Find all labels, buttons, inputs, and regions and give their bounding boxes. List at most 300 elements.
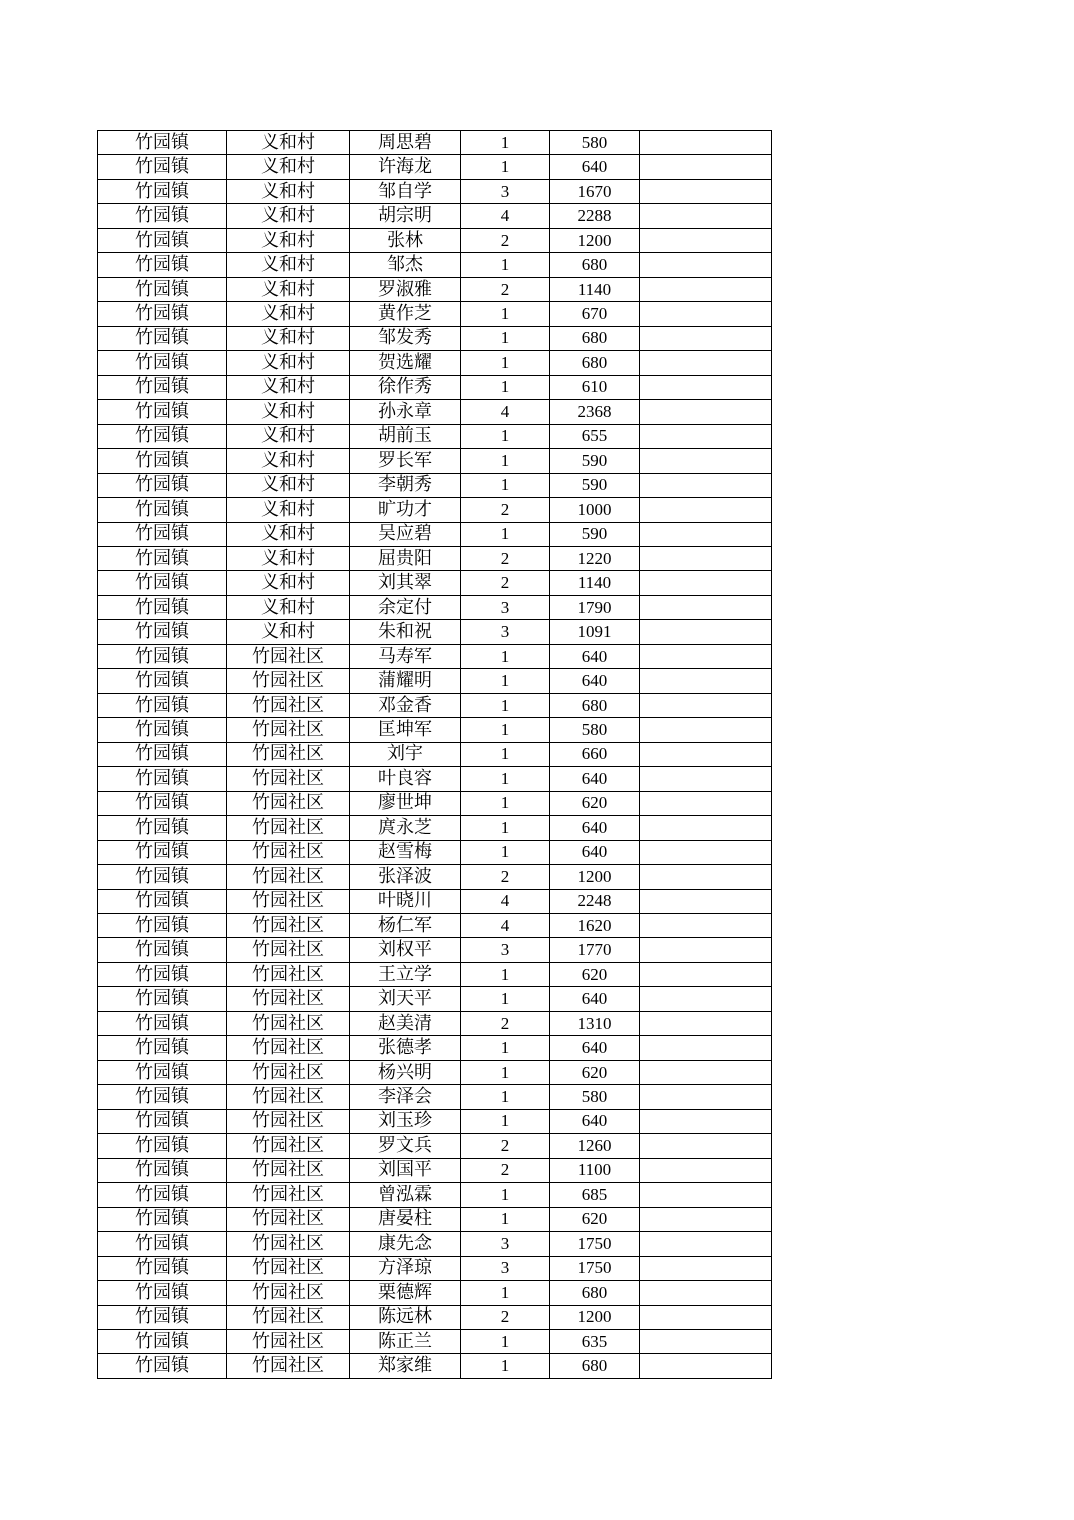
village-cell: 义和村 bbox=[227, 546, 350, 570]
amount-cell: 685 bbox=[550, 1183, 640, 1207]
town-cell: 竹园镇 bbox=[98, 424, 227, 448]
town-cell: 竹园镇 bbox=[98, 351, 227, 375]
town-cell: 竹园镇 bbox=[98, 718, 227, 742]
village-cell: 竹园社区 bbox=[227, 987, 350, 1011]
village-cell: 竹园社区 bbox=[227, 1305, 350, 1329]
amount-cell: 1100 bbox=[550, 1158, 640, 1182]
table-row bbox=[98, 1207, 772, 1231]
village-cell: 竹园社区 bbox=[227, 1207, 350, 1231]
town-cell: 竹园镇 bbox=[98, 1109, 227, 1133]
amount-cell: 590 bbox=[550, 522, 640, 546]
table-row bbox=[98, 669, 772, 693]
name-cell: 刘其翠 bbox=[350, 571, 461, 595]
village-cell: 义和村 bbox=[227, 326, 350, 350]
remark-cell bbox=[640, 669, 772, 693]
table-row bbox=[98, 644, 772, 668]
remark-cell bbox=[640, 1085, 772, 1109]
household-count-cell: 1 bbox=[461, 449, 550, 473]
household-count-cell: 1 bbox=[461, 375, 550, 399]
remark-cell bbox=[640, 1183, 772, 1207]
name-cell: 刘天平 bbox=[350, 987, 461, 1011]
name-cell: 徐作秀 bbox=[350, 375, 461, 399]
town-cell: 竹园镇 bbox=[98, 326, 227, 350]
amount-cell: 1200 bbox=[550, 1305, 640, 1329]
table-row bbox=[98, 914, 772, 938]
amount-cell: 1790 bbox=[550, 595, 640, 619]
amount-cell: 620 bbox=[550, 1207, 640, 1231]
name-cell: 孙永章 bbox=[350, 400, 461, 424]
remark-cell bbox=[640, 718, 772, 742]
village-cell: 义和村 bbox=[227, 522, 350, 546]
household-count-cell: 3 bbox=[461, 1232, 550, 1256]
table-row bbox=[98, 522, 772, 546]
name-cell: 刘宇 bbox=[350, 742, 461, 766]
table-row bbox=[98, 473, 772, 497]
amount-cell: 620 bbox=[550, 791, 640, 815]
village-cell: 竹园社区 bbox=[227, 1354, 350, 1378]
household-count-cell: 1 bbox=[461, 742, 550, 766]
amount-cell: 640 bbox=[550, 1036, 640, 1060]
household-count-cell: 1 bbox=[461, 987, 550, 1011]
village-cell: 竹园社区 bbox=[227, 938, 350, 962]
name-cell: 贺选耀 bbox=[350, 351, 461, 375]
table-row bbox=[98, 1354, 772, 1378]
remark-cell bbox=[640, 1158, 772, 1182]
village-cell: 竹园社区 bbox=[227, 1281, 350, 1305]
amount-cell: 610 bbox=[550, 375, 640, 399]
remark-cell bbox=[640, 1354, 772, 1378]
household-count-cell: 1 bbox=[461, 253, 550, 277]
amount-cell: 640 bbox=[550, 669, 640, 693]
town-cell: 竹园镇 bbox=[98, 1011, 227, 1035]
amount-cell: 655 bbox=[550, 424, 640, 448]
household-count-cell: 1 bbox=[461, 131, 550, 155]
town-cell: 竹园镇 bbox=[98, 1232, 227, 1256]
table-row bbox=[98, 1011, 772, 1035]
town-cell: 竹园镇 bbox=[98, 987, 227, 1011]
household-count-cell: 1 bbox=[461, 522, 550, 546]
household-count-cell: 3 bbox=[461, 620, 550, 644]
town-cell: 竹园镇 bbox=[98, 571, 227, 595]
table-row bbox=[98, 595, 772, 619]
household-count-cell: 1 bbox=[461, 718, 550, 742]
town-cell: 竹园镇 bbox=[98, 1085, 227, 1109]
amount-cell: 1750 bbox=[550, 1232, 640, 1256]
household-count-cell: 2 bbox=[461, 1134, 550, 1158]
household-count-cell: 1 bbox=[461, 473, 550, 497]
remark-cell bbox=[640, 277, 772, 301]
village-cell: 义和村 bbox=[227, 302, 350, 326]
name-cell: 周思碧 bbox=[350, 131, 461, 155]
village-cell: 竹园社区 bbox=[227, 693, 350, 717]
household-count-cell: 3 bbox=[461, 595, 550, 619]
table-row bbox=[98, 131, 772, 155]
town-cell: 竹园镇 bbox=[98, 1060, 227, 1084]
remark-cell bbox=[640, 400, 772, 424]
name-cell: 罗淑雅 bbox=[350, 277, 461, 301]
table-row bbox=[98, 1134, 772, 1158]
household-count-cell: 1 bbox=[461, 816, 550, 840]
town-cell: 竹园镇 bbox=[98, 400, 227, 424]
amount-cell: 680 bbox=[550, 351, 640, 375]
name-cell: 赵雪梅 bbox=[350, 840, 461, 864]
household-count-cell: 4 bbox=[461, 914, 550, 938]
household-count-cell: 4 bbox=[461, 400, 550, 424]
table-row bbox=[98, 742, 772, 766]
remark-cell bbox=[640, 938, 772, 962]
name-cell: 罗文兵 bbox=[350, 1134, 461, 1158]
remark-cell bbox=[640, 1305, 772, 1329]
town-cell: 竹园镇 bbox=[98, 1256, 227, 1280]
table-row bbox=[98, 620, 772, 644]
table-row bbox=[98, 449, 772, 473]
data-table bbox=[97, 130, 772, 1379]
household-count-cell: 4 bbox=[461, 204, 550, 228]
name-cell: 叶晓川 bbox=[350, 889, 461, 913]
household-count-cell: 3 bbox=[461, 938, 550, 962]
amount-cell: 580 bbox=[550, 131, 640, 155]
town-cell: 竹园镇 bbox=[98, 204, 227, 228]
remark-cell bbox=[640, 865, 772, 889]
village-cell: 竹园社区 bbox=[227, 962, 350, 986]
household-count-cell: 1 bbox=[461, 791, 550, 815]
name-cell: 朱和祝 bbox=[350, 620, 461, 644]
table-row bbox=[98, 400, 772, 424]
household-count-cell: 1 bbox=[461, 351, 550, 375]
amount-cell: 620 bbox=[550, 1060, 640, 1084]
table-body bbox=[98, 131, 772, 1379]
name-cell: 张德孝 bbox=[350, 1036, 461, 1060]
name-cell: 栗德辉 bbox=[350, 1281, 461, 1305]
village-cell: 竹园社区 bbox=[227, 1011, 350, 1035]
amount-cell: 1770 bbox=[550, 938, 640, 962]
amount-cell: 640 bbox=[550, 987, 640, 1011]
amount-cell: 640 bbox=[550, 840, 640, 864]
name-cell: 邹自学 bbox=[350, 179, 461, 203]
household-count-cell: 1 bbox=[461, 1085, 550, 1109]
village-cell: 竹园社区 bbox=[227, 889, 350, 913]
table-row bbox=[98, 1256, 772, 1280]
name-cell: 黄作芝 bbox=[350, 302, 461, 326]
table-row bbox=[98, 791, 772, 815]
town-cell: 竹园镇 bbox=[98, 1183, 227, 1207]
table-row bbox=[98, 1232, 772, 1256]
name-cell: 庹永芝 bbox=[350, 816, 461, 840]
amount-cell: 580 bbox=[550, 718, 640, 742]
table-row bbox=[98, 571, 772, 595]
remark-cell bbox=[640, 840, 772, 864]
village-cell: 义和村 bbox=[227, 204, 350, 228]
remark-cell bbox=[640, 204, 772, 228]
remark-cell bbox=[640, 1329, 772, 1353]
remark-cell bbox=[640, 228, 772, 252]
name-cell: 邹发秀 bbox=[350, 326, 461, 350]
table-row bbox=[98, 767, 772, 791]
village-cell: 竹园社区 bbox=[227, 1232, 350, 1256]
remark-cell bbox=[640, 326, 772, 350]
household-count-cell: 2 bbox=[461, 1158, 550, 1182]
town-cell: 竹园镇 bbox=[98, 1036, 227, 1060]
remark-cell bbox=[640, 791, 772, 815]
amount-cell: 680 bbox=[550, 326, 640, 350]
table-row bbox=[98, 277, 772, 301]
name-cell: 邹杰 bbox=[350, 253, 461, 277]
remark-cell bbox=[640, 914, 772, 938]
town-cell: 竹园镇 bbox=[98, 938, 227, 962]
town-cell: 竹园镇 bbox=[98, 767, 227, 791]
village-cell: 竹园社区 bbox=[227, 791, 350, 815]
amount-cell: 680 bbox=[550, 253, 640, 277]
household-count-cell: 1 bbox=[461, 1109, 550, 1133]
table-row bbox=[98, 1060, 772, 1084]
name-cell: 张林 bbox=[350, 228, 461, 252]
household-count-cell: 1 bbox=[461, 302, 550, 326]
remark-cell bbox=[640, 889, 772, 913]
household-count-cell: 1 bbox=[461, 669, 550, 693]
village-cell: 竹园社区 bbox=[227, 1256, 350, 1280]
amount-cell: 1091 bbox=[550, 620, 640, 644]
table-row bbox=[98, 326, 772, 350]
town-cell: 竹园镇 bbox=[98, 522, 227, 546]
table-row bbox=[98, 816, 772, 840]
town-cell: 竹园镇 bbox=[98, 669, 227, 693]
name-cell: 胡宗明 bbox=[350, 204, 461, 228]
table-row bbox=[98, 351, 772, 375]
amount-cell: 2368 bbox=[550, 400, 640, 424]
remark-cell bbox=[640, 351, 772, 375]
name-cell: 方泽琼 bbox=[350, 1256, 461, 1280]
amount-cell: 1200 bbox=[550, 228, 640, 252]
remark-cell bbox=[640, 1207, 772, 1231]
table-row bbox=[98, 179, 772, 203]
table-row bbox=[98, 1305, 772, 1329]
remark-cell bbox=[640, 1232, 772, 1256]
remark-cell bbox=[640, 546, 772, 570]
village-cell: 义和村 bbox=[227, 595, 350, 619]
amount-cell: 640 bbox=[550, 767, 640, 791]
village-cell: 义和村 bbox=[227, 498, 350, 522]
town-cell: 竹园镇 bbox=[98, 546, 227, 570]
village-cell: 竹园社区 bbox=[227, 914, 350, 938]
household-count-cell: 4 bbox=[461, 889, 550, 913]
village-cell: 竹园社区 bbox=[227, 1060, 350, 1084]
village-cell: 竹园社区 bbox=[227, 1134, 350, 1158]
remark-cell bbox=[640, 742, 772, 766]
household-count-cell: 1 bbox=[461, 1036, 550, 1060]
household-count-cell: 1 bbox=[461, 767, 550, 791]
table-row bbox=[98, 204, 772, 228]
village-cell: 竹园社区 bbox=[227, 767, 350, 791]
household-count-cell: 2 bbox=[461, 277, 550, 301]
name-cell: 曾泓霖 bbox=[350, 1183, 461, 1207]
name-cell: 屈贵阳 bbox=[350, 546, 461, 570]
name-cell: 李泽会 bbox=[350, 1085, 461, 1109]
village-cell: 竹园社区 bbox=[227, 1085, 350, 1109]
table-row bbox=[98, 693, 772, 717]
amount-cell: 590 bbox=[550, 473, 640, 497]
table-row bbox=[98, 718, 772, 742]
amount-cell: 635 bbox=[550, 1329, 640, 1353]
town-cell: 竹园镇 bbox=[98, 791, 227, 815]
table-row bbox=[98, 840, 772, 864]
amount-cell: 1670 bbox=[550, 179, 640, 203]
household-count-cell: 2 bbox=[461, 1305, 550, 1329]
amount-cell: 1000 bbox=[550, 498, 640, 522]
amount-cell: 1200 bbox=[550, 865, 640, 889]
amount-cell: 2288 bbox=[550, 204, 640, 228]
town-cell: 竹园镇 bbox=[98, 473, 227, 497]
household-count-cell: 1 bbox=[461, 1281, 550, 1305]
remark-cell bbox=[640, 962, 772, 986]
amount-cell: 2248 bbox=[550, 889, 640, 913]
town-cell: 竹园镇 bbox=[98, 1305, 227, 1329]
household-count-cell: 1 bbox=[461, 644, 550, 668]
name-cell: 邓金香 bbox=[350, 693, 461, 717]
town-cell: 竹园镇 bbox=[98, 816, 227, 840]
amount-cell: 680 bbox=[550, 1354, 640, 1378]
table-row bbox=[98, 1281, 772, 1305]
village-cell: 义和村 bbox=[227, 571, 350, 595]
town-cell: 竹园镇 bbox=[98, 889, 227, 913]
village-cell: 竹园社区 bbox=[227, 816, 350, 840]
table-row bbox=[98, 1109, 772, 1133]
town-cell: 竹园镇 bbox=[98, 693, 227, 717]
village-cell: 义和村 bbox=[227, 473, 350, 497]
village-cell: 义和村 bbox=[227, 620, 350, 644]
village-cell: 义和村 bbox=[227, 179, 350, 203]
table-row bbox=[98, 889, 772, 913]
village-cell: 义和村 bbox=[227, 253, 350, 277]
name-cell: 许海龙 bbox=[350, 155, 461, 179]
town-cell: 竹园镇 bbox=[98, 914, 227, 938]
household-count-cell: 1 bbox=[461, 424, 550, 448]
amount-cell: 1220 bbox=[550, 546, 640, 570]
village-cell: 义和村 bbox=[227, 131, 350, 155]
amount-cell: 580 bbox=[550, 1085, 640, 1109]
village-cell: 竹园社区 bbox=[227, 718, 350, 742]
household-count-cell: 2 bbox=[461, 498, 550, 522]
table-row bbox=[98, 1158, 772, 1182]
table-row bbox=[98, 375, 772, 399]
name-cell: 陈正兰 bbox=[350, 1329, 461, 1353]
remark-cell bbox=[640, 987, 772, 1011]
amount-cell: 640 bbox=[550, 816, 640, 840]
table-row bbox=[98, 987, 772, 1011]
table-row bbox=[98, 546, 772, 570]
household-count-cell: 2 bbox=[461, 228, 550, 252]
remark-cell bbox=[640, 595, 772, 619]
remark-cell bbox=[640, 693, 772, 717]
remark-cell bbox=[640, 1036, 772, 1060]
village-cell: 义和村 bbox=[227, 228, 350, 252]
table-row bbox=[98, 1036, 772, 1060]
remark-cell bbox=[640, 522, 772, 546]
remark-cell bbox=[640, 1281, 772, 1305]
remark-cell bbox=[640, 1011, 772, 1035]
remark-cell bbox=[640, 131, 772, 155]
town-cell: 竹园镇 bbox=[98, 228, 227, 252]
village-cell: 竹园社区 bbox=[227, 644, 350, 668]
village-cell: 竹园社区 bbox=[227, 1183, 350, 1207]
remark-cell bbox=[640, 1256, 772, 1280]
name-cell: 刘权平 bbox=[350, 938, 461, 962]
remark-cell bbox=[640, 179, 772, 203]
name-cell: 康先念 bbox=[350, 1232, 461, 1256]
household-count-cell: 2 bbox=[461, 1011, 550, 1035]
table-row bbox=[98, 253, 772, 277]
table-row bbox=[98, 865, 772, 889]
village-cell: 竹园社区 bbox=[227, 1329, 350, 1353]
village-cell: 竹园社区 bbox=[227, 1158, 350, 1182]
remark-cell bbox=[640, 816, 772, 840]
town-cell: 竹园镇 bbox=[98, 620, 227, 644]
remark-cell bbox=[640, 1109, 772, 1133]
name-cell: 蒲耀明 bbox=[350, 669, 461, 693]
table-row bbox=[98, 155, 772, 179]
town-cell: 竹园镇 bbox=[98, 131, 227, 155]
name-cell: 叶良容 bbox=[350, 767, 461, 791]
name-cell: 旷功才 bbox=[350, 498, 461, 522]
amount-cell: 640 bbox=[550, 155, 640, 179]
name-cell: 唐晏柱 bbox=[350, 1207, 461, 1231]
remark-cell bbox=[640, 449, 772, 473]
amount-cell: 1140 bbox=[550, 277, 640, 301]
household-count-cell: 2 bbox=[461, 865, 550, 889]
remark-cell bbox=[640, 1134, 772, 1158]
table-row bbox=[98, 1183, 772, 1207]
amount-cell: 1750 bbox=[550, 1256, 640, 1280]
remark-cell bbox=[640, 375, 772, 399]
remark-cell bbox=[640, 767, 772, 791]
table-row bbox=[98, 228, 772, 252]
remark-cell bbox=[640, 571, 772, 595]
household-count-cell: 2 bbox=[461, 571, 550, 595]
town-cell: 竹园镇 bbox=[98, 742, 227, 766]
name-cell: 杨仁军 bbox=[350, 914, 461, 938]
town-cell: 竹园镇 bbox=[98, 375, 227, 399]
name-cell: 刘国平 bbox=[350, 1158, 461, 1182]
name-cell: 廖世坤 bbox=[350, 791, 461, 815]
town-cell: 竹园镇 bbox=[98, 1354, 227, 1378]
village-cell: 义和村 bbox=[227, 424, 350, 448]
town-cell: 竹园镇 bbox=[98, 1158, 227, 1182]
remark-cell bbox=[640, 644, 772, 668]
name-cell: 李朝秀 bbox=[350, 473, 461, 497]
household-count-cell: 3 bbox=[461, 179, 550, 203]
household-count-cell: 3 bbox=[461, 1256, 550, 1280]
town-cell: 竹园镇 bbox=[98, 1134, 227, 1158]
household-count-cell: 1 bbox=[461, 155, 550, 179]
name-cell: 陈远林 bbox=[350, 1305, 461, 1329]
household-count-cell: 1 bbox=[461, 962, 550, 986]
town-cell: 竹园镇 bbox=[98, 1281, 227, 1305]
household-count-cell: 1 bbox=[461, 1207, 550, 1231]
village-cell: 竹园社区 bbox=[227, 840, 350, 864]
table-row bbox=[98, 962, 772, 986]
household-count-cell: 1 bbox=[461, 1183, 550, 1207]
table-row bbox=[98, 424, 772, 448]
village-cell: 义和村 bbox=[227, 449, 350, 473]
table-row bbox=[98, 1329, 772, 1353]
remark-cell bbox=[640, 424, 772, 448]
village-cell: 竹园社区 bbox=[227, 865, 350, 889]
town-cell: 竹园镇 bbox=[98, 865, 227, 889]
town-cell: 竹园镇 bbox=[98, 498, 227, 522]
amount-cell: 1310 bbox=[550, 1011, 640, 1035]
household-count-cell: 1 bbox=[461, 693, 550, 717]
name-cell: 王立学 bbox=[350, 962, 461, 986]
name-cell: 马寿军 bbox=[350, 644, 461, 668]
